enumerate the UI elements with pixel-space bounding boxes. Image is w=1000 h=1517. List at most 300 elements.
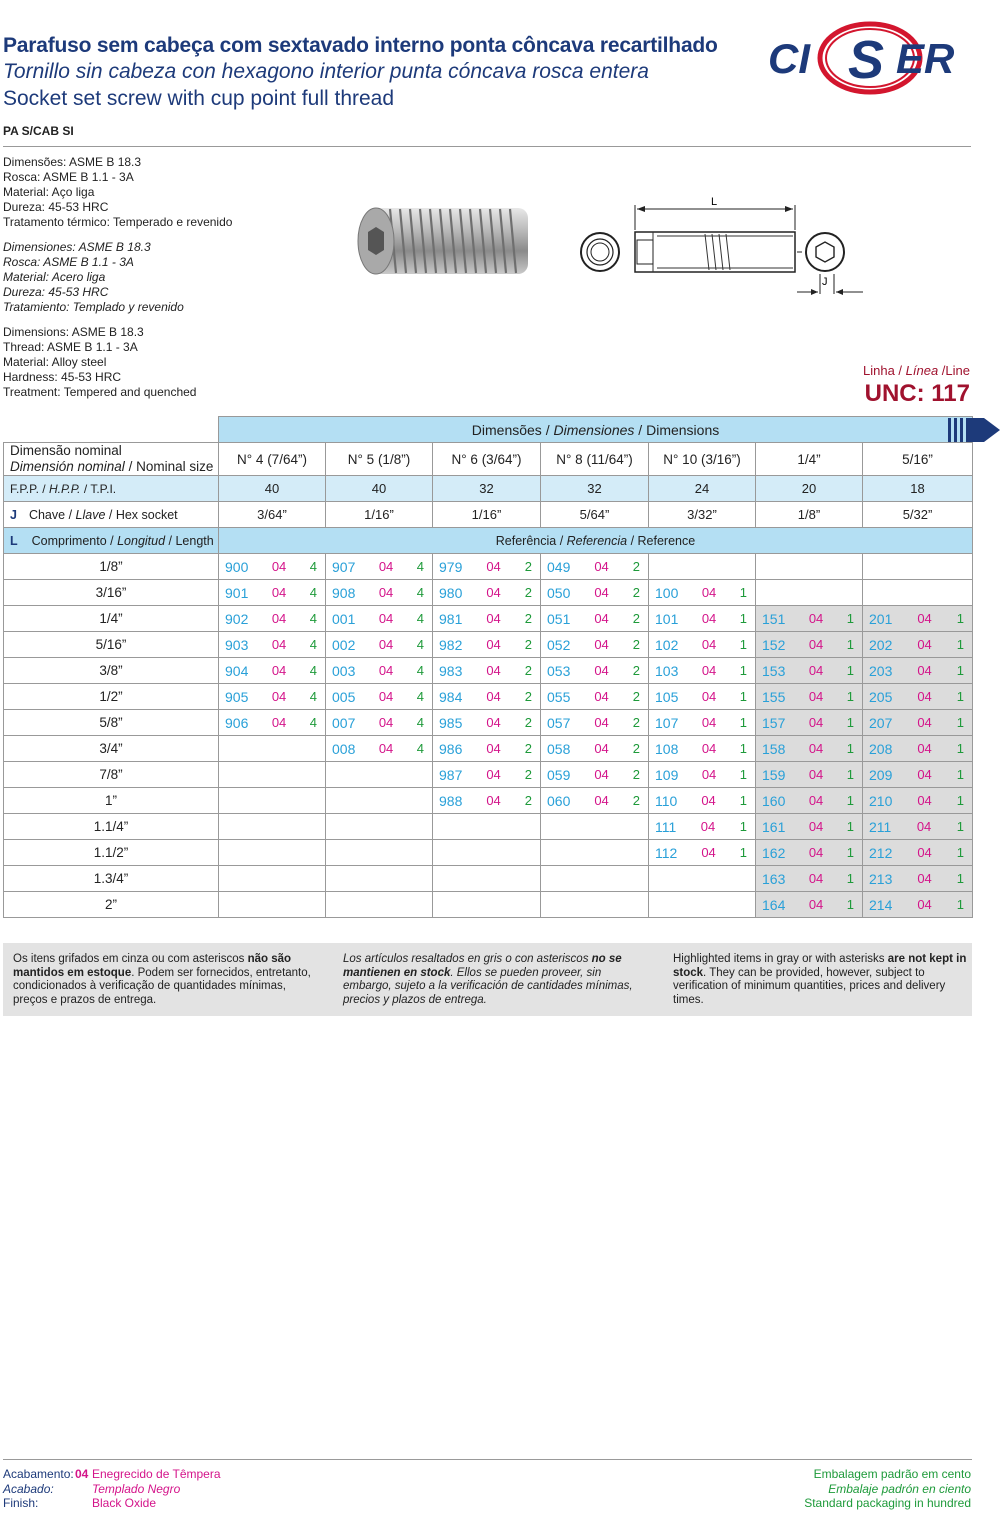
spec-line: Dimensiones: ASME B 18.3 bbox=[3, 240, 151, 254]
package-code: 2 bbox=[524, 741, 532, 756]
reference-cell[interactable] bbox=[541, 658, 649, 684]
package-code: 4 bbox=[416, 741, 424, 756]
reference-code: 002 bbox=[332, 636, 356, 653]
package-code: 4 bbox=[416, 559, 424, 574]
spec-line: Rosca: ASME B 1.1 - 3A bbox=[3, 255, 134, 269]
table-row bbox=[4, 658, 973, 684]
reference-cell[interactable] bbox=[433, 736, 541, 762]
package-code: 4 bbox=[416, 663, 424, 678]
reference-cell[interactable] bbox=[433, 554, 541, 580]
package-code: 2 bbox=[524, 715, 532, 730]
reference-cell[interactable] bbox=[863, 788, 973, 814]
nominal-label-en: / Nominal size bbox=[124, 459, 214, 474]
reference-code: 110 bbox=[655, 792, 678, 809]
finish-code: 04 bbox=[486, 637, 501, 652]
separator: / bbox=[938, 363, 946, 378]
reference-code: 052 bbox=[547, 636, 571, 653]
hex-key-row bbox=[4, 502, 973, 528]
package-code: 2 bbox=[632, 767, 640, 782]
logo-text-left: CI bbox=[768, 35, 810, 82]
package-code: 1 bbox=[956, 689, 964, 704]
reference-cell[interactable] bbox=[863, 632, 973, 658]
reference-code: 003 bbox=[332, 662, 356, 679]
reference-code: 900 bbox=[225, 558, 249, 575]
reference-cell[interactable] bbox=[433, 710, 541, 736]
package-code: 1 bbox=[956, 897, 964, 912]
length-label: L bbox=[711, 196, 718, 208]
reference-cell[interactable] bbox=[649, 606, 756, 632]
finish-code: 04 bbox=[701, 689, 717, 704]
dim-label-en: Dimensions bbox=[646, 421, 720, 438]
spec-line: Tratamiento: Templado y revenido bbox=[3, 300, 184, 314]
package-code: 1 bbox=[846, 689, 854, 704]
reference-code: 163 bbox=[762, 870, 786, 887]
finish-code: 04 bbox=[808, 819, 824, 834]
nominal-size-cell: 5/16” bbox=[863, 443, 973, 476]
reference-cell[interactable] bbox=[649, 788, 756, 814]
reference-code: 906 bbox=[225, 714, 249, 731]
reference-cell[interactable] bbox=[756, 814, 863, 840]
reference-code: 059 bbox=[547, 766, 571, 783]
package-code: 4 bbox=[309, 689, 317, 704]
finish-code: 04 bbox=[701, 741, 717, 756]
reference-code: 157 bbox=[762, 714, 786, 731]
nominal-label-es: Dimensión nominal bbox=[10, 459, 125, 474]
len-label-pt: Comprimento bbox=[31, 533, 107, 548]
package-code: 4 bbox=[416, 611, 424, 626]
reference-cell bbox=[863, 580, 973, 606]
finish-code: 04 bbox=[917, 663, 932, 678]
reference-cell[interactable] bbox=[756, 762, 863, 788]
reference-cell bbox=[326, 788, 433, 814]
package-code: 2 bbox=[632, 689, 640, 704]
package-code: 1 bbox=[956, 819, 964, 834]
reference-cell[interactable] bbox=[326, 710, 433, 736]
reference-header: Referência / Referencia / Reference bbox=[219, 528, 973, 554]
reference-cell[interactable] bbox=[326, 580, 433, 606]
key-label-es: Llave bbox=[75, 507, 106, 522]
reference-code: 908 bbox=[332, 584, 356, 601]
reference-cell bbox=[541, 866, 649, 892]
finish-code: 04 bbox=[378, 663, 394, 678]
finish-code: 04 bbox=[486, 611, 501, 626]
reference-cell[interactable] bbox=[756, 632, 863, 658]
reference-cell[interactable] bbox=[541, 788, 649, 814]
package-code: 2 bbox=[524, 559, 532, 574]
next-page-arrow-icon[interactable] bbox=[948, 414, 1000, 446]
finish-code: 04 bbox=[808, 897, 824, 912]
reference-code: 904 bbox=[225, 662, 249, 679]
reference-code: 001 bbox=[332, 610, 356, 627]
nominal-size-cell: N° 4 (7/64”) bbox=[219, 443, 326, 476]
reference-cell bbox=[756, 580, 863, 606]
package-code: 2 bbox=[632, 585, 640, 600]
reference-cell[interactable] bbox=[541, 710, 649, 736]
dimensions-heading bbox=[219, 417, 973, 443]
length-cell: 1.1/2” bbox=[4, 840, 219, 866]
finish-code: 04 bbox=[700, 819, 716, 834]
line-label-es: Línea bbox=[905, 363, 939, 378]
finish-code: 04 bbox=[378, 637, 394, 652]
reference-cell[interactable] bbox=[541, 762, 649, 788]
hex-key-label: J bbox=[822, 276, 828, 288]
reference-cell[interactable] bbox=[756, 788, 863, 814]
reference-cell[interactable] bbox=[326, 736, 433, 762]
reference-cell[interactable] bbox=[649, 632, 756, 658]
reference-cell bbox=[219, 840, 326, 866]
reference-cell[interactable] bbox=[326, 554, 433, 580]
spec-line: Tratamento térmico: Temperado e revenido bbox=[3, 215, 233, 229]
finish-code: 04 bbox=[486, 585, 501, 600]
reference-cell[interactable] bbox=[863, 892, 973, 918]
finish-code: 04 bbox=[271, 559, 287, 574]
finish-info bbox=[3, 1467, 221, 1511]
package-code: 4 bbox=[416, 715, 424, 730]
length-cell: 1/8” bbox=[4, 554, 219, 580]
finish-code: 04 bbox=[808, 767, 824, 782]
reference-cell[interactable] bbox=[541, 632, 649, 658]
line-label bbox=[863, 363, 970, 378]
reference-cell[interactable] bbox=[433, 762, 541, 788]
logo-text-mid: S bbox=[848, 30, 885, 90]
reference-cell[interactable] bbox=[541, 554, 649, 580]
reference-code: 985 bbox=[439, 714, 463, 731]
package-code: 2 bbox=[632, 741, 640, 756]
reference-cell[interactable] bbox=[541, 684, 649, 710]
reference-cell bbox=[219, 762, 326, 788]
length-cell: 7/8” bbox=[4, 762, 219, 788]
reference-cell[interactable] bbox=[219, 710, 326, 736]
reference-cell[interactable] bbox=[863, 710, 973, 736]
reference-cell bbox=[326, 892, 433, 918]
package-code: 2 bbox=[632, 663, 640, 678]
reference-code: 983 bbox=[439, 662, 463, 679]
reference-code: 979 bbox=[439, 558, 463, 575]
reference-cell[interactable] bbox=[863, 606, 973, 632]
reference-cell[interactable] bbox=[756, 684, 863, 710]
spec-line: Material: Acero liga bbox=[3, 270, 106, 284]
finish-code: 04 bbox=[378, 689, 394, 704]
reference-cell bbox=[326, 866, 433, 892]
finish-code: 04 bbox=[701, 663, 717, 678]
table-row bbox=[4, 580, 973, 606]
reference-code: 155 bbox=[762, 688, 786, 705]
reference-code: 057 bbox=[547, 714, 571, 731]
spec-line: Thread: ASME B 1.1 - 3A bbox=[3, 340, 138, 354]
finish-label-es: Acabado: bbox=[3, 1481, 54, 1496]
length-cell: 3/8” bbox=[4, 658, 219, 684]
reference-code: 984 bbox=[439, 688, 463, 705]
reference-cell[interactable] bbox=[219, 684, 326, 710]
reference-cell[interactable] bbox=[219, 606, 326, 632]
reference-cell[interactable] bbox=[541, 580, 649, 606]
finish-code: 04 bbox=[75, 1467, 89, 1481]
nominal-size-cell: N° 8 (11/64”) bbox=[541, 443, 649, 476]
tpi-row bbox=[4, 476, 973, 502]
reference-code: 205 bbox=[869, 688, 893, 705]
finish-code: 04 bbox=[808, 637, 824, 652]
finish-code: 04 bbox=[594, 585, 609, 600]
reference-code: 201 bbox=[869, 610, 893, 627]
reference-cell[interactable] bbox=[863, 840, 973, 866]
reference-cell[interactable] bbox=[219, 632, 326, 658]
empty-cell bbox=[4, 417, 219, 443]
finish-code: 04 bbox=[808, 845, 824, 860]
reference-code: 159 bbox=[762, 766, 786, 783]
package-code: 1 bbox=[846, 871, 854, 886]
dim-label-es: Dimensiones bbox=[553, 421, 635, 438]
reference-cell[interactable] bbox=[863, 736, 973, 762]
footer-divider bbox=[3, 1459, 972, 1460]
tpi-cell: 20 bbox=[756, 476, 863, 502]
reference-code: 100 bbox=[655, 584, 679, 601]
finish-code: 04 bbox=[486, 741, 501, 756]
finish-code: 04 bbox=[486, 793, 501, 808]
reference-code: 053 bbox=[547, 662, 571, 679]
finish-code: 04 bbox=[917, 741, 932, 756]
note-text: Os itens grifados em cinza ou com asteriscos bbox=[13, 953, 248, 965]
finish-code: 04 bbox=[917, 793, 932, 808]
finish-code: 04 bbox=[808, 611, 824, 626]
note-portuguese bbox=[13, 953, 313, 1007]
note-text: . Podem ser fornecidos, entretanto, condicionados à verificação de quantidades mínimas, preços e prazos de entrega. bbox=[13, 966, 311, 1006]
finish-code: 04 bbox=[917, 611, 932, 626]
finish-code: 04 bbox=[917, 897, 932, 912]
reference-cell[interactable] bbox=[756, 658, 863, 684]
reference-cell[interactable] bbox=[756, 710, 863, 736]
reference-cell[interactable] bbox=[649, 684, 756, 710]
package-code: 2 bbox=[524, 585, 532, 600]
reference-cell[interactable] bbox=[649, 580, 756, 606]
length-cell: 1.3/4” bbox=[4, 866, 219, 892]
line-label-en: Line bbox=[945, 363, 970, 378]
spec-line: Hardness: 45-53 HRC bbox=[3, 370, 122, 384]
reference-cell bbox=[433, 840, 541, 866]
package-code: 1 bbox=[846, 819, 854, 834]
package-code: 1 bbox=[956, 845, 964, 860]
reference-cell[interactable] bbox=[649, 814, 756, 840]
reference-code: 161 bbox=[762, 818, 786, 835]
reference-code: 051 bbox=[547, 610, 571, 627]
reference-cell[interactable] bbox=[219, 554, 326, 580]
reference-cell bbox=[326, 840, 433, 866]
reference-cell[interactable] bbox=[863, 658, 973, 684]
length-header-row bbox=[4, 528, 973, 554]
dimensions-table bbox=[3, 416, 973, 918]
title-english: Socket set screw with cup point full thread bbox=[3, 87, 395, 110]
finish-code: 04 bbox=[378, 741, 394, 756]
reference-cell[interactable] bbox=[326, 606, 433, 632]
reference-cell[interactable] bbox=[433, 632, 541, 658]
reference-cell[interactable] bbox=[863, 814, 973, 840]
length-cell: 5/8” bbox=[4, 710, 219, 736]
packaging-en: Standard packaging in hundred bbox=[804, 1496, 971, 1510]
reference-code: 987 bbox=[439, 766, 463, 783]
reference-cell[interactable] bbox=[756, 840, 863, 866]
reference-cell bbox=[541, 814, 649, 840]
package-code: 4 bbox=[309, 637, 317, 652]
reference-cell[interactable] bbox=[649, 736, 756, 762]
reference-cell bbox=[756, 554, 863, 580]
package-code: 1 bbox=[956, 741, 964, 756]
reference-cell[interactable] bbox=[326, 658, 433, 684]
nominal-size-cell: 1/4” bbox=[756, 443, 863, 476]
length-cell: 1/4” bbox=[4, 606, 219, 632]
product-code: PA S/CAB SI bbox=[3, 124, 74, 138]
reference-cell[interactable] bbox=[541, 606, 649, 632]
reference-cell bbox=[433, 814, 541, 840]
spec-line: Dureza: 45-53 HRC bbox=[3, 285, 109, 299]
reference-cell[interactable] bbox=[433, 580, 541, 606]
finish-code: 04 bbox=[271, 715, 287, 730]
finish-code: 04 bbox=[271, 637, 287, 652]
package-code: 1 bbox=[956, 767, 964, 782]
reference-code: 108 bbox=[655, 740, 679, 757]
reference-code: 101 bbox=[655, 610, 679, 627]
reference-cell[interactable] bbox=[863, 762, 973, 788]
package-code: 1 bbox=[956, 871, 964, 886]
table-row bbox=[4, 866, 973, 892]
package-code: 4 bbox=[309, 611, 317, 626]
finish-code: 04 bbox=[486, 663, 501, 678]
finish-code: 04 bbox=[378, 715, 394, 730]
tpi-label-pt: F.P.P. bbox=[10, 481, 39, 496]
dimensions-header-row bbox=[4, 417, 973, 443]
reference-cell bbox=[219, 736, 326, 762]
packaging-es: Embalaje padrón en ciento bbox=[828, 1481, 971, 1496]
length-header: L Comprimento / Longitud / Length bbox=[4, 528, 219, 554]
reference-cell[interactable] bbox=[326, 684, 433, 710]
spec-line: Material: Alloy steel bbox=[3, 355, 107, 369]
reference-cell[interactable] bbox=[649, 710, 756, 736]
reference-cell bbox=[219, 892, 326, 918]
package-code: 2 bbox=[632, 559, 640, 574]
package-code: 1 bbox=[846, 767, 854, 782]
table-row bbox=[4, 632, 973, 658]
table-row bbox=[4, 710, 973, 736]
package-code: 1 bbox=[846, 793, 854, 808]
specs-spanish bbox=[3, 240, 184, 315]
reference-cell[interactable] bbox=[433, 684, 541, 710]
reference-cell[interactable] bbox=[863, 866, 973, 892]
len-label-en: Length bbox=[175, 533, 214, 548]
finish-code: 04 bbox=[917, 871, 932, 886]
finish-code: 04 bbox=[378, 559, 394, 574]
package-code: 2 bbox=[632, 611, 640, 626]
technical-drawing bbox=[575, 188, 865, 303]
package-code: 1 bbox=[739, 585, 747, 600]
finish-code: 04 bbox=[378, 585, 394, 600]
reference-cell bbox=[541, 892, 649, 918]
table-row bbox=[4, 814, 973, 840]
package-code: 4 bbox=[416, 637, 424, 652]
package-code: 2 bbox=[632, 637, 640, 652]
note-bold: não são mantidos em estoque bbox=[13, 953, 292, 979]
hex-key-cell: 1/8” bbox=[756, 502, 863, 528]
specs-portuguese bbox=[3, 155, 232, 230]
reference-cell bbox=[863, 554, 973, 580]
reference-cell[interactable] bbox=[433, 606, 541, 632]
note-bold: no se mantienen en stock bbox=[343, 953, 622, 979]
reference-code: 005 bbox=[332, 688, 356, 705]
reference-cell[interactable] bbox=[219, 580, 326, 606]
length-letter: L bbox=[10, 533, 18, 548]
reference-cell[interactable] bbox=[219, 658, 326, 684]
reference-code: 060 bbox=[547, 792, 571, 809]
finish-code: 04 bbox=[594, 715, 609, 730]
finish-code: 04 bbox=[917, 845, 932, 860]
package-code: 1 bbox=[846, 663, 854, 678]
finish-code: 04 bbox=[271, 663, 287, 678]
reference-cell[interactable] bbox=[433, 788, 541, 814]
finish-code: 04 bbox=[917, 767, 932, 782]
tpi-label-en: T.P.I. bbox=[90, 481, 117, 496]
finish-code: 04 bbox=[594, 663, 609, 678]
finish-code: 04 bbox=[486, 715, 501, 730]
finish-code: 04 bbox=[701, 585, 717, 600]
spec-line: Dimensões: ASME B 18.3 bbox=[3, 155, 142, 169]
reference-code: 058 bbox=[547, 740, 571, 757]
line-label-pt: Linha bbox=[862, 363, 895, 378]
package-code: 2 bbox=[632, 793, 640, 808]
reference-cell[interactable] bbox=[756, 866, 863, 892]
reference-code: 202 bbox=[869, 636, 893, 653]
finish-code: 04 bbox=[701, 767, 717, 782]
reference-cell[interactable] bbox=[433, 658, 541, 684]
packaging-info bbox=[804, 1467, 971, 1511]
title-spanish: Tornillo sin cabeza con hexagono interior punta cóncava rosca entera bbox=[3, 60, 649, 83]
dim-label-pt: Dimensões bbox=[471, 421, 542, 438]
reference-code: 988 bbox=[439, 792, 463, 809]
reference-cell[interactable] bbox=[649, 658, 756, 684]
reference-cell[interactable] bbox=[326, 632, 433, 658]
tpi-cell: 40 bbox=[219, 476, 326, 502]
package-code: 2 bbox=[524, 689, 532, 704]
reference-code: 901 bbox=[225, 584, 249, 601]
finish-code: 04 bbox=[808, 793, 824, 808]
reference-cell bbox=[219, 866, 326, 892]
reference-cell[interactable] bbox=[649, 762, 756, 788]
reference-cell[interactable] bbox=[863, 684, 973, 710]
finish-code: 04 bbox=[594, 611, 609, 626]
finish-code: 04 bbox=[701, 715, 717, 730]
length-cell: 1.1/4” bbox=[4, 814, 219, 840]
length-cell: 2” bbox=[4, 892, 219, 918]
reference-cell bbox=[541, 840, 649, 866]
reference-cell[interactable] bbox=[649, 840, 756, 866]
reference-cell[interactable] bbox=[756, 892, 863, 918]
package-code: 1 bbox=[956, 611, 964, 626]
reference-cell[interactable] bbox=[756, 606, 863, 632]
reference-code: 212 bbox=[869, 844, 893, 861]
finish-code: 04 bbox=[808, 663, 824, 678]
finish-code: 04 bbox=[594, 767, 609, 782]
package-code: 1 bbox=[956, 793, 964, 808]
reference-cell[interactable] bbox=[756, 736, 863, 762]
finish-value-pt: Enegrecido de Têmpera bbox=[92, 1467, 221, 1481]
finish-code: 04 bbox=[271, 689, 287, 704]
reference-code: 164 bbox=[762, 896, 786, 913]
reference-cell bbox=[219, 788, 326, 814]
spec-line: Dureza: 45-53 HRC bbox=[3, 200, 109, 214]
key-label-en: Hex socket bbox=[115, 507, 178, 522]
reference-cell[interactable] bbox=[541, 736, 649, 762]
length-cell: 3/4” bbox=[4, 736, 219, 762]
package-code: 4 bbox=[416, 689, 424, 704]
reference-code: 151 bbox=[762, 610, 786, 627]
reference-code: 109 bbox=[655, 766, 679, 783]
reference-cell bbox=[649, 892, 756, 918]
